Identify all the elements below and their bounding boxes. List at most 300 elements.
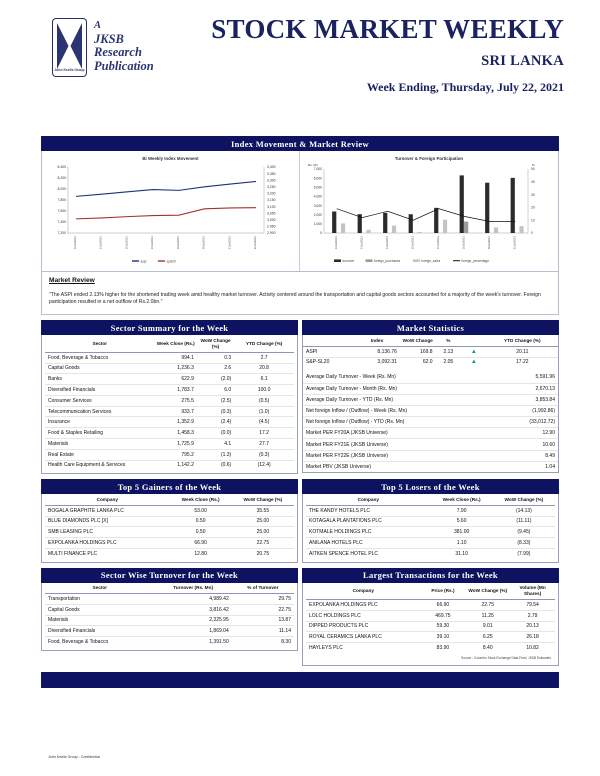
cell-wow-change: 6.25 xyxy=(465,632,510,643)
cell-week-close: 381.00 xyxy=(431,527,493,538)
table-row xyxy=(306,548,555,558)
market-review-block xyxy=(41,272,559,315)
cell-week-close: 1,352.9 xyxy=(155,417,197,428)
table-row xyxy=(45,637,294,647)
svg-text:16Jul2021: 16Jul2021 xyxy=(435,236,440,250)
col-week-close: Week Close (Rs.) xyxy=(170,494,232,505)
cell-wow-change: (0.3) xyxy=(197,406,234,417)
col-company: Company xyxy=(45,494,170,505)
table-header-row xyxy=(306,494,555,505)
table-row xyxy=(45,374,294,385)
svg-text:3,350: 3,350 xyxy=(267,171,276,176)
gainers-body xyxy=(45,505,294,558)
jksb-wordmark xyxy=(94,18,154,73)
cell-ytd-change: 17.22 xyxy=(516,359,529,366)
turnover-foreign-chart xyxy=(300,151,558,271)
cell-volume: 2.79 xyxy=(510,610,555,621)
table-row xyxy=(303,405,558,416)
largest-tx-body xyxy=(306,600,555,653)
svg-text:3,250: 3,250 xyxy=(267,185,276,189)
cell-index-name: ASPI xyxy=(303,346,354,357)
svg-text:12Jul2021: 12Jul2021 xyxy=(333,236,338,250)
cell-sector: Health Care Equipment & Services xyxy=(48,462,126,469)
sector-summary-table xyxy=(45,335,294,470)
svg-text:15Jul2021: 15Jul2021 xyxy=(124,236,129,250)
table-row xyxy=(45,548,294,558)
logo-line-2: JKSB xyxy=(94,31,124,46)
svg-text:20Jul2021: 20Jul2021 xyxy=(486,236,491,250)
cell-company: ANILANA HOTELS PLC xyxy=(306,538,431,549)
col-turnover: Turnover (Rs. Mn) xyxy=(155,583,232,594)
jksb-logo-block xyxy=(52,18,154,77)
cell-turnover: 1,869.04 xyxy=(155,626,232,637)
table-row xyxy=(303,439,558,450)
cell-volume: 26.18 xyxy=(510,632,555,643)
svg-text:20: 20 xyxy=(531,205,535,210)
cell-wow-change: 9.01 xyxy=(465,621,510,632)
cell-week-close: 1.10 xyxy=(431,538,493,549)
cell-week-close: 622.9 xyxy=(155,374,197,385)
table-row xyxy=(306,632,555,643)
cell-stat-value: 2,670.13 xyxy=(471,383,558,394)
cell-stat-label: Average Daily Turnover - Month (Rs. Mn) xyxy=(303,383,471,394)
cell-ytd-change: 20.8 xyxy=(234,363,294,374)
cell-wow-change: (9.45) xyxy=(493,527,555,538)
svg-text:13Jul2021: 13Jul2021 xyxy=(359,236,364,250)
cell-sector: Materials xyxy=(45,615,155,626)
cell-sector: Consumer Services xyxy=(45,395,155,406)
svg-text:7,600: 7,600 xyxy=(57,209,66,214)
svg-text:3,300: 3,300 xyxy=(267,178,276,183)
cell-ytd-change: (12.4) xyxy=(257,462,271,469)
index-movement-chart xyxy=(42,151,300,271)
page-subtitle: SRI LANKA xyxy=(481,53,564,69)
cell-wow-change: 22.75 xyxy=(232,538,294,549)
cell-week-close: 1,458.3 xyxy=(155,428,197,439)
section-header-top-losers: Top 5 Losers of the Week xyxy=(302,479,559,494)
cell-week-close: 1,142.2 xyxy=(177,462,194,469)
cell-wow-change: 11.25 xyxy=(465,610,510,621)
cell-wow-change: 8.40 xyxy=(482,645,493,652)
table-row xyxy=(45,594,294,605)
cell-volume: 10.82 xyxy=(526,645,539,652)
chart-title-index: Bi Weekly Index Movement xyxy=(142,156,199,161)
losers-body xyxy=(306,505,555,558)
cell-stat-value: (33,012.72) xyxy=(471,417,558,428)
cell-wow-change: (2.0) xyxy=(197,374,234,385)
cell-company: BOGALA GRAPHITE LANKA PLC xyxy=(45,505,170,516)
charts-container xyxy=(41,151,559,272)
cell-wow-change: 25.00 xyxy=(232,527,294,538)
section-header-top-gainers: Top 5 Gainers of the Week xyxy=(41,479,298,494)
cell-wow-change: (11.11) xyxy=(493,516,555,527)
svg-text:foreign_sales: foreign_sales xyxy=(421,259,441,263)
cell-pct: 11.14 xyxy=(232,626,294,637)
cell-wow-change: (1.3) xyxy=(197,449,234,460)
cell-wow-change: 4.1 xyxy=(197,439,234,450)
cell-week-close: 933.7 xyxy=(155,406,197,417)
table-row xyxy=(45,449,294,460)
col-week-close: Week Close (Rs.) xyxy=(155,335,197,352)
cell-stat-label: Net foreign Inflow / (Outflow) - Week (Rs. Mn) xyxy=(303,405,471,416)
col-wow-change: WoW Change (%) xyxy=(197,335,234,352)
svg-text:2,950: 2,950 xyxy=(267,224,276,229)
section-header-largest-transactions: Largest Transactions for the Week xyxy=(302,568,559,583)
market-index-body xyxy=(303,346,558,367)
table-header-row xyxy=(306,583,555,600)
cell-sector: Banks xyxy=(45,374,155,385)
svg-text:20Jul2021: 20Jul2021 xyxy=(201,236,206,250)
cell-ytd-change: 100.0 xyxy=(234,385,294,396)
svg-text:7,400: 7,400 xyxy=(57,220,66,225)
cell-sector: Diversified Financials xyxy=(45,385,155,396)
cell-sector: Transportation xyxy=(45,594,155,605)
table-header-row xyxy=(45,494,294,505)
cell-ytd-change: (0.3) xyxy=(234,449,294,460)
table-row xyxy=(303,346,558,357)
index-movement-plot xyxy=(42,161,299,267)
cell-wow-change: 0.3 xyxy=(197,352,234,363)
table-row xyxy=(45,385,294,396)
title-block xyxy=(211,14,578,95)
col-volume: Volume (Mn Shares) xyxy=(510,583,555,600)
sector-turnover-panel xyxy=(41,568,298,666)
table-row xyxy=(45,406,294,417)
row-sector-stats xyxy=(41,320,559,474)
market-review-title: Market Review xyxy=(49,277,95,284)
row-gainers-losers xyxy=(41,479,559,562)
cell-week-close: 7.90 xyxy=(431,505,493,516)
table-row xyxy=(306,643,555,653)
svg-text:Rs. Mn: Rs. Mn xyxy=(308,163,318,167)
svg-text:foreign_percentage: foreign_percentage xyxy=(461,259,489,263)
cell-wow-change: (0.6) xyxy=(220,462,232,469)
svg-text:6,000: 6,000 xyxy=(313,176,322,181)
cell-wow-change: 25.00 xyxy=(232,516,294,527)
svg-text:0: 0 xyxy=(531,231,533,236)
largest-transactions-panel xyxy=(302,568,559,666)
cell-company: SMB LEASING PLC xyxy=(45,527,170,538)
sector-summary-panel xyxy=(41,320,298,474)
top-gainers-table xyxy=(45,494,294,558)
svg-text:13Jul2021: 13Jul2021 xyxy=(98,236,103,250)
svg-text:19Jul2021: 19Jul2021 xyxy=(461,236,466,250)
table-row xyxy=(45,538,294,549)
week-ending-date: Week Ending, Thursday, July 22, 2021 xyxy=(366,80,564,94)
cell-ytd-change: 2.7 xyxy=(234,352,294,363)
cell-stat-value: (1,992.86) xyxy=(471,405,558,416)
cell-week-close: 66.90 xyxy=(170,538,232,549)
cell-company: HAYLEYS PLC xyxy=(309,645,343,652)
table-row xyxy=(306,538,555,549)
table-row xyxy=(303,461,558,472)
cell-company: KOTMALE HOLDINGS PLC xyxy=(306,527,431,538)
cell-ytd-change: 27.7 xyxy=(234,439,294,450)
svg-text:2,000: 2,000 xyxy=(313,212,322,217)
table-row xyxy=(306,505,555,516)
cell-week-close: 1,725.9 xyxy=(155,439,197,450)
largest-transactions-table xyxy=(306,583,555,653)
cell-sector: Real Estate xyxy=(45,449,155,460)
cell-wow-change: 22.75 xyxy=(465,600,510,611)
svg-text:7,000: 7,000 xyxy=(313,167,322,172)
cell-wow-change: (8.33) xyxy=(493,538,555,549)
cell-week-close: 275.5 xyxy=(155,395,197,406)
svg-text:3,050: 3,050 xyxy=(267,211,276,216)
svg-text:40: 40 xyxy=(531,180,535,184)
cell-turnover: 2,325.95 xyxy=(155,615,232,626)
svg-text:3,100: 3,100 xyxy=(267,204,276,209)
section-header-sector-summary: Sector Summary for the Week xyxy=(41,320,298,335)
john-keells-logo-icon xyxy=(52,18,87,77)
cell-volume: 79.54 xyxy=(510,600,555,611)
cell-stat-value: 3,853.84 xyxy=(471,394,558,405)
top-losers-panel xyxy=(302,479,559,562)
cell-turnover: 4,989.42 xyxy=(155,594,232,605)
col-blank xyxy=(303,335,354,346)
table-row xyxy=(45,516,294,527)
cell-company: THE KANDY HOTELS PLC xyxy=(306,505,431,516)
svg-text:spsl20: spsl20 xyxy=(166,259,176,264)
cell-company: MULTI FINANCE PLC xyxy=(48,550,98,557)
cell-sector: Insurance xyxy=(45,417,155,428)
cell-week-close: 1,783.7 xyxy=(155,385,197,396)
svg-text:turnover: turnover xyxy=(342,259,355,263)
cell-sector: Telecommunication Services xyxy=(45,406,155,417)
col-wow-change: WoW Change (%) xyxy=(465,583,510,600)
cell-company: EXPOLANKA HOLDINGS PLC xyxy=(306,600,421,611)
col-pct-turnover: % of Turnover xyxy=(232,583,294,594)
col-wow-change: WoW Change (%) xyxy=(232,494,294,505)
cell-wow-change: (0.0) xyxy=(197,428,234,439)
cell-price: 469.75 xyxy=(421,610,466,621)
table-row xyxy=(303,372,558,383)
cell-sector: Food, Beverage & Tobacco xyxy=(48,639,109,646)
col-wow-change: WoW Change (%) xyxy=(493,494,555,505)
table-row xyxy=(303,450,558,461)
cell-stat-value: 12.90 xyxy=(471,428,558,439)
cell-company: DIPPED PRODUCTS PLC xyxy=(306,621,421,632)
table-header-row xyxy=(303,335,558,346)
cell-sector: Food & Staples Retailing xyxy=(45,428,155,439)
table-row xyxy=(306,516,555,527)
page-header xyxy=(0,0,600,112)
cell-sector: Diversified Financials xyxy=(45,626,155,637)
svg-text:4,000: 4,000 xyxy=(313,194,322,199)
logo-line-1: A xyxy=(94,20,102,31)
footer-band xyxy=(41,672,559,688)
svg-text:15Jul2021: 15Jul2021 xyxy=(410,236,415,250)
up-arrow-icon: ▲ xyxy=(470,359,477,366)
svg-text:19Jul2021: 19Jul2021 xyxy=(175,236,180,250)
col-index: Index xyxy=(354,335,400,346)
svg-text:22Jul2021: 22Jul2021 xyxy=(512,236,517,250)
svg-text:1,000: 1,000 xyxy=(313,222,322,227)
cell-pct: 22.75 xyxy=(232,604,294,615)
cell-wow-change: (2.5) xyxy=(197,395,234,406)
cell-stat-label: Market PER FY20A (JKSB Universe) xyxy=(303,428,471,439)
col-wow-change: WoW Change xyxy=(400,335,436,346)
cell-stat-label: Average Daily Turnover - Week (Rs. Mn) xyxy=(303,372,471,383)
cell-price: 39.10 xyxy=(421,632,466,643)
svg-text:3,000: 3,000 xyxy=(313,203,322,208)
cell-ytd-change: 6.1 xyxy=(234,374,294,385)
cell-volume: 20.13 xyxy=(510,621,555,632)
table-row xyxy=(303,428,558,439)
cell-wow-change: 20.75 xyxy=(256,550,270,557)
table-row xyxy=(45,417,294,428)
svg-text:12Jul2021: 12Jul2021 xyxy=(73,236,77,250)
cell-stat-label: Net foreign Inflow / (Outflow) - YTD (Rs. Mn) xyxy=(303,417,471,428)
cell-ytd-change: 20.11 xyxy=(487,346,558,357)
chart-title-turnover: Turnover & Foreign Participation xyxy=(394,156,464,161)
cell-stat-value: 10.60 xyxy=(471,439,558,450)
cell-week-close: 994.1 xyxy=(155,352,197,363)
cell-turnover: 1,391.50 xyxy=(209,639,229,646)
col-sector: Sector xyxy=(45,583,155,594)
page-title: STOCK MARKET WEEKLY xyxy=(211,14,564,44)
svg-text:7,800: 7,800 xyxy=(57,198,66,203)
svg-text:50: 50 xyxy=(531,167,535,172)
table-row xyxy=(45,460,294,470)
cell-stat-label: Average Daily Turnover - YTD (Rs. Mn) xyxy=(303,394,471,405)
svg-text:0: 0 xyxy=(320,231,322,236)
cell-index-name: S&P-SL20 xyxy=(306,359,330,366)
cell-stat-label: Market PBV (JKSB Universe) xyxy=(306,463,372,470)
svg-text:8,000: 8,000 xyxy=(57,187,66,192)
svg-text:aspi: aspi xyxy=(140,259,147,264)
cell-pct: 8.30 xyxy=(281,639,291,646)
svg-text:3,400: 3,400 xyxy=(267,165,276,170)
table-row xyxy=(306,610,555,621)
cell-stat-value: 5,591.96 xyxy=(471,372,558,383)
svg-text:22Jul2021: 22Jul2021 xyxy=(253,236,257,250)
cell-stat-label: Market PER FY21E (JKSB Universe) xyxy=(303,439,471,450)
cell-company: EXPOLANKA HOLDINGS PLC xyxy=(45,538,170,549)
sector-summary-body xyxy=(45,352,294,470)
col-week-close: Week Close (Rs.) xyxy=(431,494,493,505)
table-row xyxy=(303,394,558,405)
table-row xyxy=(45,363,294,374)
table-header-row xyxy=(45,335,294,352)
cell-pct: 29.75 xyxy=(232,594,294,605)
col-price: Price (Rs.) xyxy=(421,583,466,600)
cell-price: 66.90 xyxy=(421,600,466,611)
table-row xyxy=(45,626,294,637)
cell-ytd-change: (1.0) xyxy=(234,406,294,417)
market-review-body: "The ASPI ended 2.13% higher for the shortened trading week amid healthy market turnover. Activity centered around the transportation and capital goods sectors accounted for a majority of the week's turnover. Foreign participation resulted in a net outflow of Rs.2.0bn." xyxy=(49,292,541,306)
cell-wow-change: 6.0 xyxy=(197,385,234,396)
sector-turnover-table xyxy=(45,583,294,647)
cell-stat-value: 1.04 xyxy=(545,463,555,470)
cell-pct: 13.87 xyxy=(232,615,294,626)
table-row xyxy=(303,357,558,367)
cell-stat-label: Market PER FY22E (JKSB Universe) xyxy=(303,450,471,461)
col-company: Company xyxy=(306,494,431,505)
col-ytd-change: YTD Change (%) xyxy=(234,335,294,352)
cell-week-close: 5.60 xyxy=(431,516,493,527)
section-header-index-movement: Index Movement & Market Review xyxy=(41,136,559,151)
col-arrow xyxy=(461,335,487,346)
logo-line-4: Publication xyxy=(94,58,154,73)
table-row xyxy=(306,621,555,632)
svg-text:8,200: 8,200 xyxy=(57,176,66,181)
logo-caption: John Keells Group xyxy=(54,68,85,73)
table-row xyxy=(306,600,555,611)
cell-ytd-change: (4.5) xyxy=(234,417,294,428)
cell-turnover: 3,816.42 xyxy=(155,604,232,615)
cell-pct: 2.05 xyxy=(443,359,454,366)
top-gainers-panel xyxy=(41,479,298,562)
svg-text:%: % xyxy=(532,163,535,167)
cell-wow-change: (2.4) xyxy=(197,417,234,428)
cell-sector: Capital Goods xyxy=(45,604,155,615)
table-row xyxy=(45,505,294,516)
cell-index-value: 8,136.76 xyxy=(354,346,400,357)
cell-company: LOLC HOLDINGS PLC xyxy=(306,610,421,621)
svg-text:2,900: 2,900 xyxy=(267,231,276,236)
table-row xyxy=(45,439,294,450)
cell-ytd-change: 17.2 xyxy=(234,428,294,439)
top-losers-table xyxy=(306,494,555,558)
cell-wow-change: 2.6 xyxy=(197,363,234,374)
cell-sector: Capital Goods xyxy=(45,363,155,374)
up-arrow-icon: ▲ xyxy=(461,346,487,357)
svg-text:14Jul2021: 14Jul2021 xyxy=(384,236,389,250)
market-statistics-panel xyxy=(302,320,559,474)
confidential-footer: John Keells Group - Confidential xyxy=(48,755,100,759)
table-row xyxy=(45,604,294,615)
sector-turnover-body xyxy=(45,594,294,647)
cell-ytd-change: (0.5) xyxy=(234,395,294,406)
cell-company: KOTAGALA PLANTATIONS PLC xyxy=(306,516,431,527)
turnover-plot xyxy=(300,161,558,267)
col-ytd-change: YTD Change (%) xyxy=(487,335,558,346)
table-row xyxy=(45,428,294,439)
cell-price: 83.90 xyxy=(436,645,450,652)
table-row xyxy=(45,395,294,406)
cell-company: BLUE DIAMONDS PLC [X] xyxy=(45,516,170,527)
cell-week-close: 1,236.3 xyxy=(155,363,197,374)
table-row xyxy=(303,417,558,428)
cell-week-close: 0.50 xyxy=(170,516,232,527)
col-pct: % xyxy=(436,335,462,346)
cell-wow-change: 169.8 xyxy=(400,346,436,357)
svg-text:3,000: 3,000 xyxy=(267,218,276,222)
table-row xyxy=(306,527,555,538)
source-note: Source : Colombo Stock Exchange Data Feed, JKSB Estimates xyxy=(461,655,551,660)
svg-text:foreign_purchases: foreign_purchases xyxy=(374,259,401,263)
row-turnover-transactions xyxy=(41,568,559,666)
svg-text:5,000: 5,000 xyxy=(313,185,322,190)
cell-sector: Food, Beverage & Tobacco xyxy=(45,352,155,363)
svg-text:30: 30 xyxy=(531,192,535,197)
cell-company: ROYAL CERAMICS LANKA PLC xyxy=(306,632,421,643)
cell-week-close: 53.00 xyxy=(170,505,232,516)
cell-week-close: 795.2 xyxy=(155,449,197,460)
market-statistics-list-table xyxy=(303,372,558,472)
cell-pct: 2.13 xyxy=(436,346,462,357)
report-content xyxy=(41,136,559,688)
svg-text:8,400: 8,400 xyxy=(57,165,66,170)
col-sector: Sector xyxy=(45,335,155,352)
cell-wow-change: 35.55 xyxy=(232,505,294,516)
cell-week-close: 31.10 xyxy=(455,550,468,557)
cell-wow-change: 62.0 xyxy=(422,359,433,366)
svg-text:21Jul2021: 21Jul2021 xyxy=(227,236,232,250)
cell-wow-change: (14.13) xyxy=(493,505,555,516)
cell-stat-value: 8.49 xyxy=(471,450,558,461)
